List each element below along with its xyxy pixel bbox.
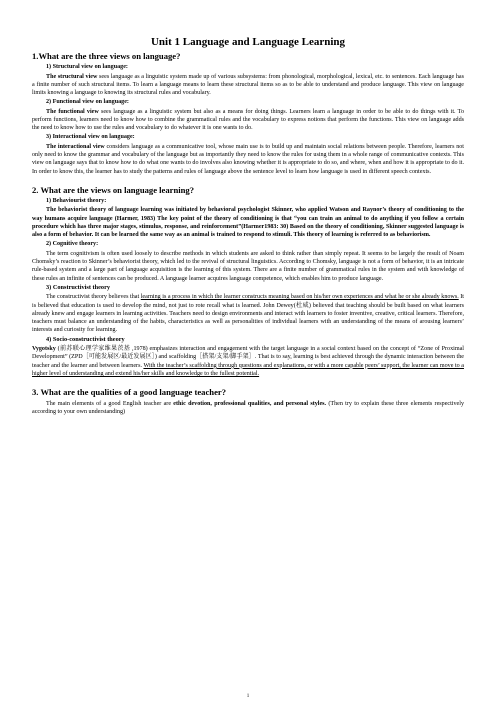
question-2-heading: 2. What are the views on language learning? [32, 184, 195, 195]
q2-behaviourist-paragraph [32, 206, 464, 239]
q1-functional-label: 2) Functional view on language: [46, 99, 129, 106]
page-number: 1 [246, 694, 250, 699]
q3-paragraph [32, 400, 464, 417]
q2-socio-text-a: (前苏联心理学家维果茨基 ,1978) emphasizes interaction and engagement with the target language in a social context based on the concept of “Zone of Proximal Development” (ZPD［可能发展区/最近发展区］) and scaffolding［搭架/支架/脚手架］. That is to say, learning is best achieved through the dynamic interaction between the teacher and the learner and between learners. [32, 346, 464, 369]
q2-vygotsky-name: Vygotsky [32, 346, 56, 353]
q3-text: The main elements of a good English teacher are [46, 400, 174, 407]
q2-constructivist-underlined: learning is a process in which the learner constructs meaning based on his/her own experiences and what he or she already knows. [140, 294, 459, 301]
q2-constructivist-label: 3) Constructivist theory [46, 283, 111, 291]
q3-text-bold: ethic devotion, professional qualities, and personal styles. [173, 400, 327, 407]
q2-cognitive-paragraph: The term cognitivism is often used loosely to describe methods in which students are asked to think rather than simply repeat. It seems to be largely the result of Noam Chomsky’s reaction to Skinner’s behaviorist theory, which led to the revival of structural linguistics. According to Chomsky, language is not a form of behavior, it is an intricate rule-based system and a large part of language acquisition is the learning of this system. There are a finite number of grammatical rules in the system and with knowledge of these rules an infinite of sentences can be produced. A language learner acquires language competence, which enables him to produce language. [32, 250, 464, 282]
q1-interactional-lead: The interactional view [46, 143, 105, 150]
q2-behaviourist-label: 1) Behaviourist theory: [46, 198, 107, 205]
q1-structural-lead: The structural view [46, 73, 98, 80]
q2-socio-constructivist-label: 4) Socio-constructivist theory [46, 335, 125, 343]
q1-structural-label: 1) Structural view on language: [46, 64, 128, 71]
q1-interactional-label: 3) Interactional view on language: [46, 134, 135, 141]
q1-functional-lead: The functional view [46, 108, 99, 115]
q2-cognitive-label: 2) Cognitive theory: [46, 241, 99, 248]
q2-socio-underlined: With the teacher’s scaffolding through questions and explanations, or with a more capable peers’ support, the learner can move to a higher level of understanding and extend his/her skills and knowledge to the fullest potential. [32, 362, 464, 378]
question-3-heading: 3. What are the qualities of a good language teacher? [32, 387, 226, 398]
q1-functional-text: sees language as a linguistic system but also as a means for doing things. Learners learn a language in order to be able to do things with it. To perform functions, learners need to know how to combine the grammatical rules and the vocabulary to express notions that perform the functions. This view on language adds the need to know how to use the rules and vocabulary to do whatever it is one wants to do. [32, 108, 464, 132]
q2-behaviourist-text: The behaviorist theory of language learning was initiated by behavioral psychologist Skinner, who applied Watson and Raynor’s theory of conditioning to the way humans acquire language (Harmer, 1983) The key point of the theory of conditioning is that “you can train an animal to do anything if you follow a certain procedure which has three major stages, stimulus, response, and reinforcement”(Harmer1983: 30) Based on the theory of conditioning, Skinner suggested language is also a form of behavior. It can be learned the same way as an animal is trained to respond to stimuli. This theory of learning is referred to as behaviorism. [32, 207, 464, 239]
q1-functional-paragraph [32, 108, 464, 133]
q1-interactional-text: considers language as a communicative tool, whose main use is to build up and maintain social relations between people. Therefore, learners not only need to know the grammar and vocabulary of the language but as importantly they need to know the rules for using them in a whole range of communicative contexts. This view on language says that to know how to do what one wants to do involves also knowing whether it is appropriate to do so, and where, when and how it is appropriate to do it. In order to know this, the learner has to study the patterns and rules of language above the sentence level to learn how language is used in different speech contexts. [32, 143, 464, 175]
q2-constructivist-paragraph [32, 293, 464, 334]
q2-socio-constructivist-paragraph [32, 345, 464, 378]
q2-constructivist-text-b: It is believed that education is used to develop the mind, not just to rote recall what is learned. John Dewey(杜威) believed that teaching should be built based on what learners already knew and engage learners in learning activities. Teachers need to design environments and interact with learners to foster inventive, creative, critical learners. Therefore, teachers must balance an understanding of the habits, characteristics as well as personalities of individual learners with an understanding of the means of arousing learners’ interests and curiosity for learning. [32, 294, 464, 334]
q1-structural-paragraph [32, 73, 464, 98]
unit-title: Unit 1 Language and Language Learning [150, 36, 346, 48]
question-1-heading: 1.What are the three views on language? [32, 51, 181, 61]
q1-structural-text: sees language as a linguistic system made up of various subsystems: from phonological, morphological, lexical, etc. to sentences. Each language has a finite number of such structural items. To learn a language means to learn these structural items so as to be able to understand and produce language. This view on language limits knowing a language to knowing its structural rules and vocabulary. [32, 73, 464, 97]
q3-text-end: (Then try to explain these three elements respectively according to your own understanding) [32, 400, 464, 415]
q2-constructivist-text-a: The constructivist theory believes that [46, 294, 141, 301]
q1-interactional-paragraph [32, 143, 464, 176]
document-page [32, 36, 464, 417]
